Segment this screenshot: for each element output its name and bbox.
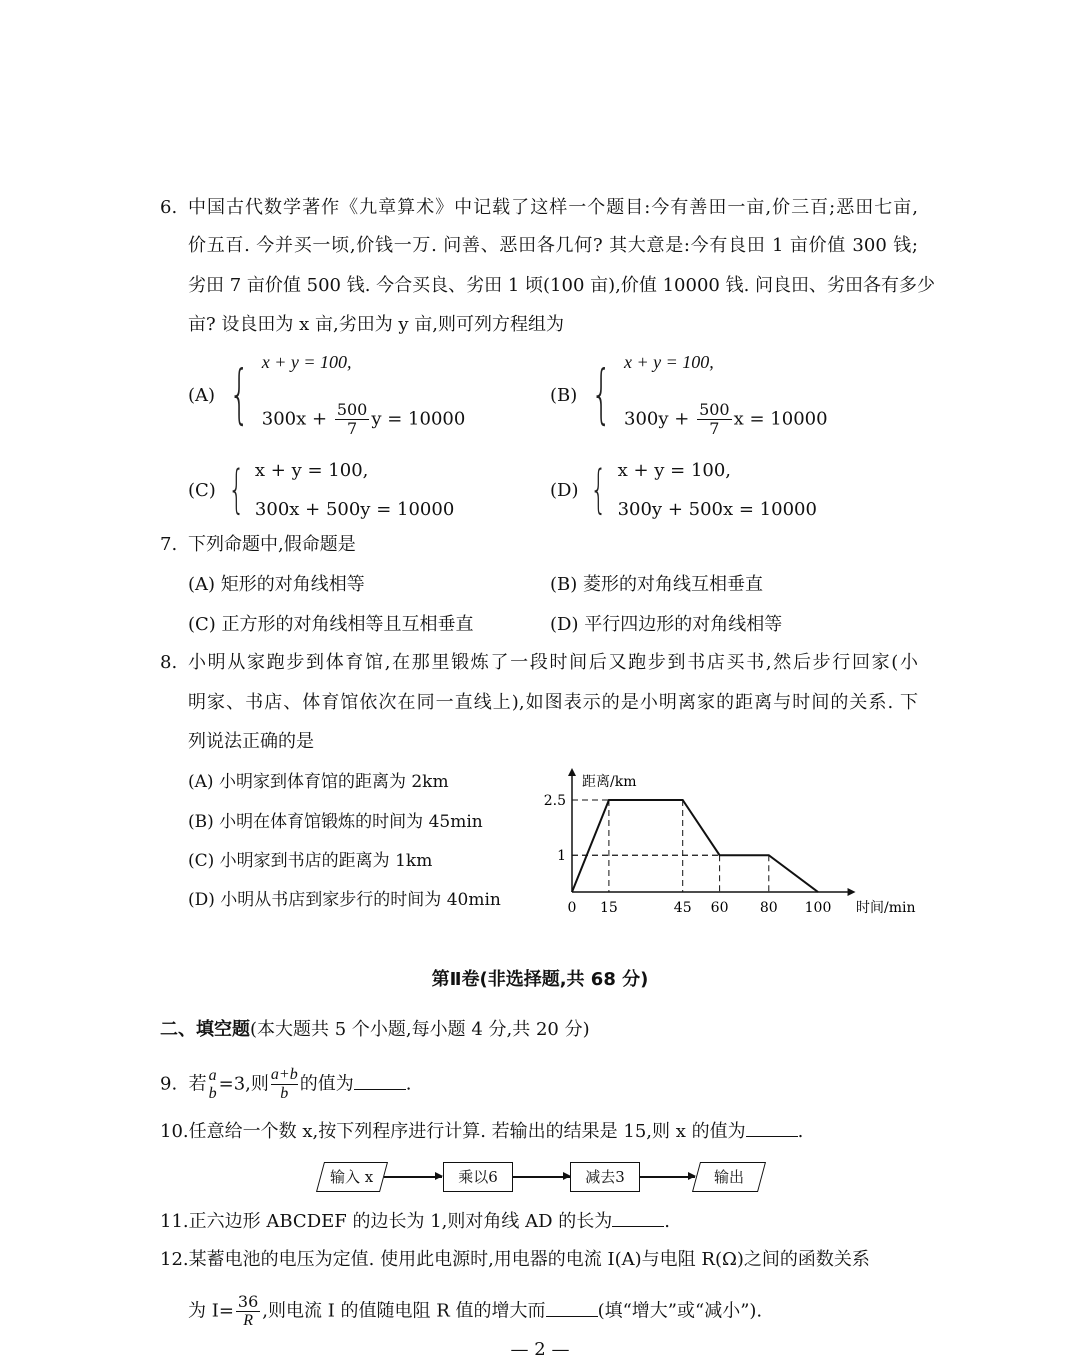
y-axis-arrow xyxy=(568,768,576,776)
equation-1: x + y = 100, xyxy=(254,460,369,481)
q6-option-c: (C) { x + y = 100, 300x + 500y = 10000 xyxy=(188,460,455,520)
flow-arrow xyxy=(384,1176,442,1178)
answer-blank[interactable] xyxy=(354,1073,406,1090)
q8-option-d: (D) 小明从书店到家步行的时间为 40min xyxy=(188,890,501,910)
heading-label: 二、填空题 xyxy=(160,1019,250,1040)
equation-1: x + y = 100, xyxy=(624,352,714,372)
q10: 10.任意给一个数 x,按下列程序进行计算. 若输出的结果是 15,则 x 的值为 . xyxy=(160,1121,804,1142)
flow-multiply: 乘以6 xyxy=(443,1162,513,1192)
q8-line: 明家、书店、体育馆依次在同一直线上),如图表示的是小明离家的距离与时间的关系. 下 xyxy=(188,692,918,713)
q12-line2: 为 I= $\frac{36}{R}$ ,则电流 I 的值随电阻 R 值的增大而 (填“增大”或“减小”). xyxy=(188,1292,763,1329)
x-axis-arrow xyxy=(848,888,856,896)
x-axis-label: 时间/min xyxy=(856,900,916,916)
flow-arrow xyxy=(512,1176,570,1178)
q6-option-a: (A) { x + y = 100, 300x + $\frac{500}{7}$ y = 10000 xyxy=(188,352,466,438)
equation-1: x + y = 100, xyxy=(261,352,352,372)
q6-option-b: (B) { x + y = 100, 300y + $\frac{500}{7}$ x = 10000 xyxy=(550,352,828,438)
q7-option-a: (A) 矩形的对角线相等 xyxy=(188,574,365,595)
equation-2-part: y = 10000 xyxy=(371,408,466,430)
q8-option-a: (A) 小明家到体育馆的距离为 2km xyxy=(188,772,449,792)
distance-time-chart xyxy=(530,760,920,925)
page-number: — 2 — xyxy=(510,1339,570,1360)
fraction: $\frac{500}{7}$ xyxy=(336,400,368,438)
q7-option-c: (C) 正方形的对角线相等且互相垂直 xyxy=(188,614,474,635)
flow-input: 输入 x xyxy=(316,1162,388,1192)
section-title: 第Ⅱ卷(非选择题,共 68 分) xyxy=(431,969,649,990)
x-tick-label: 45 xyxy=(673,900,692,916)
q6-line: 中国古代数学著作《九章算术》中记载了这样一个题目:今有善田一亩,价三百;恶田七亩, xyxy=(188,197,918,218)
option-label: (B) xyxy=(550,384,578,406)
q6-option-d: (D) { x + y = 100, 300y + 500x = 10000 xyxy=(550,460,817,520)
q12-line1: 12.某蓄电池的电压为定值. 使用此电源时,用电器的电流 I(A)与电阻 R(Ω)之间的函数关系 xyxy=(160,1249,870,1270)
q6-line: 劣田 7 亩价值 500 钱. 今合买良、劣田 1 顷(100 亩),价值 10000 钱. 问良田、劣田各有多少 xyxy=(188,275,936,296)
q7-option-b: (B) 菱形的对角线互相垂直 xyxy=(550,574,763,595)
q7-number: 7. xyxy=(160,534,178,555)
equation-2: 300x + 500y = 10000 xyxy=(254,499,455,520)
flow-arrow xyxy=(639,1176,695,1178)
equation-2-part: x = 10000 xyxy=(733,408,828,430)
x-tick-label: 100 xyxy=(804,900,832,916)
equation-2-part: 300y + xyxy=(624,408,696,430)
flow-output: 输出 xyxy=(692,1162,766,1192)
q6-number: 6. xyxy=(160,197,178,218)
x-tick-label: 80 xyxy=(759,900,778,916)
option-label: (A) xyxy=(188,384,216,406)
q11: 11.正六边形 ABCDEF 的边长为 1,则对角线 AD 的长为 . xyxy=(160,1211,670,1232)
option-label: (C) xyxy=(188,479,216,501)
equation-2-part: 300x + xyxy=(261,408,333,430)
fraction: $\frac{500}{7}$ xyxy=(699,400,730,438)
answer-blank[interactable] xyxy=(612,1210,664,1227)
answer-blank[interactable] xyxy=(746,1120,798,1137)
y-tick-label: 1 xyxy=(557,848,566,865)
section-heading xyxy=(160,1018,590,1042)
y-tick-label: 2.5 xyxy=(543,793,566,809)
option-label: (D) xyxy=(550,479,579,501)
q7-stem: 下列命题中,假命题是 xyxy=(188,534,356,555)
q8-number: 8. xyxy=(160,652,178,673)
x-tick-label: 0 xyxy=(567,900,577,916)
q8-line: 小明从家跑步到体育馆,在那里锻炼了一段时间后又跑步到书店买书,然后步行回家(小 xyxy=(188,652,918,673)
q9: 9. 若 a b =3,则 $\frac{a+b}{b}$ 的值为 . xyxy=(160,1066,412,1102)
heading-note: (本大题共 5 个小题,每小题 4 分,共 20 分) xyxy=(250,1019,590,1040)
q7-option-d: (D) 平行四边形的对角线相等 xyxy=(550,614,783,635)
q8-line: 列说法正确的是 xyxy=(188,731,314,752)
x-tick-label: 60 xyxy=(710,900,729,916)
flow-subtract: 减去3 xyxy=(570,1162,640,1192)
answer-blank[interactable] xyxy=(546,1300,598,1317)
q8-option-b: (B) 小明在体育馆锻炼的时间为 45min xyxy=(188,812,483,832)
q8-option-c: (C) 小明家到书店的距离为 1km xyxy=(188,851,433,871)
equation-1: x + y = 100, xyxy=(617,460,732,481)
q6-line: 价五百. 今并买一顷,价钱一万. 问善、恶田各几何? 其大意是:今有良田 1 亩价值 300 钱; xyxy=(188,235,918,256)
q6-line: 亩? 设良田为 x 亩,劣田为 y 亩,则可列方程组为 xyxy=(188,314,565,335)
equation-2: 300y + 500x = 10000 xyxy=(617,499,817,520)
y-axis-label: 距离/km xyxy=(582,774,637,790)
x-tick-label: 15 xyxy=(599,900,618,916)
